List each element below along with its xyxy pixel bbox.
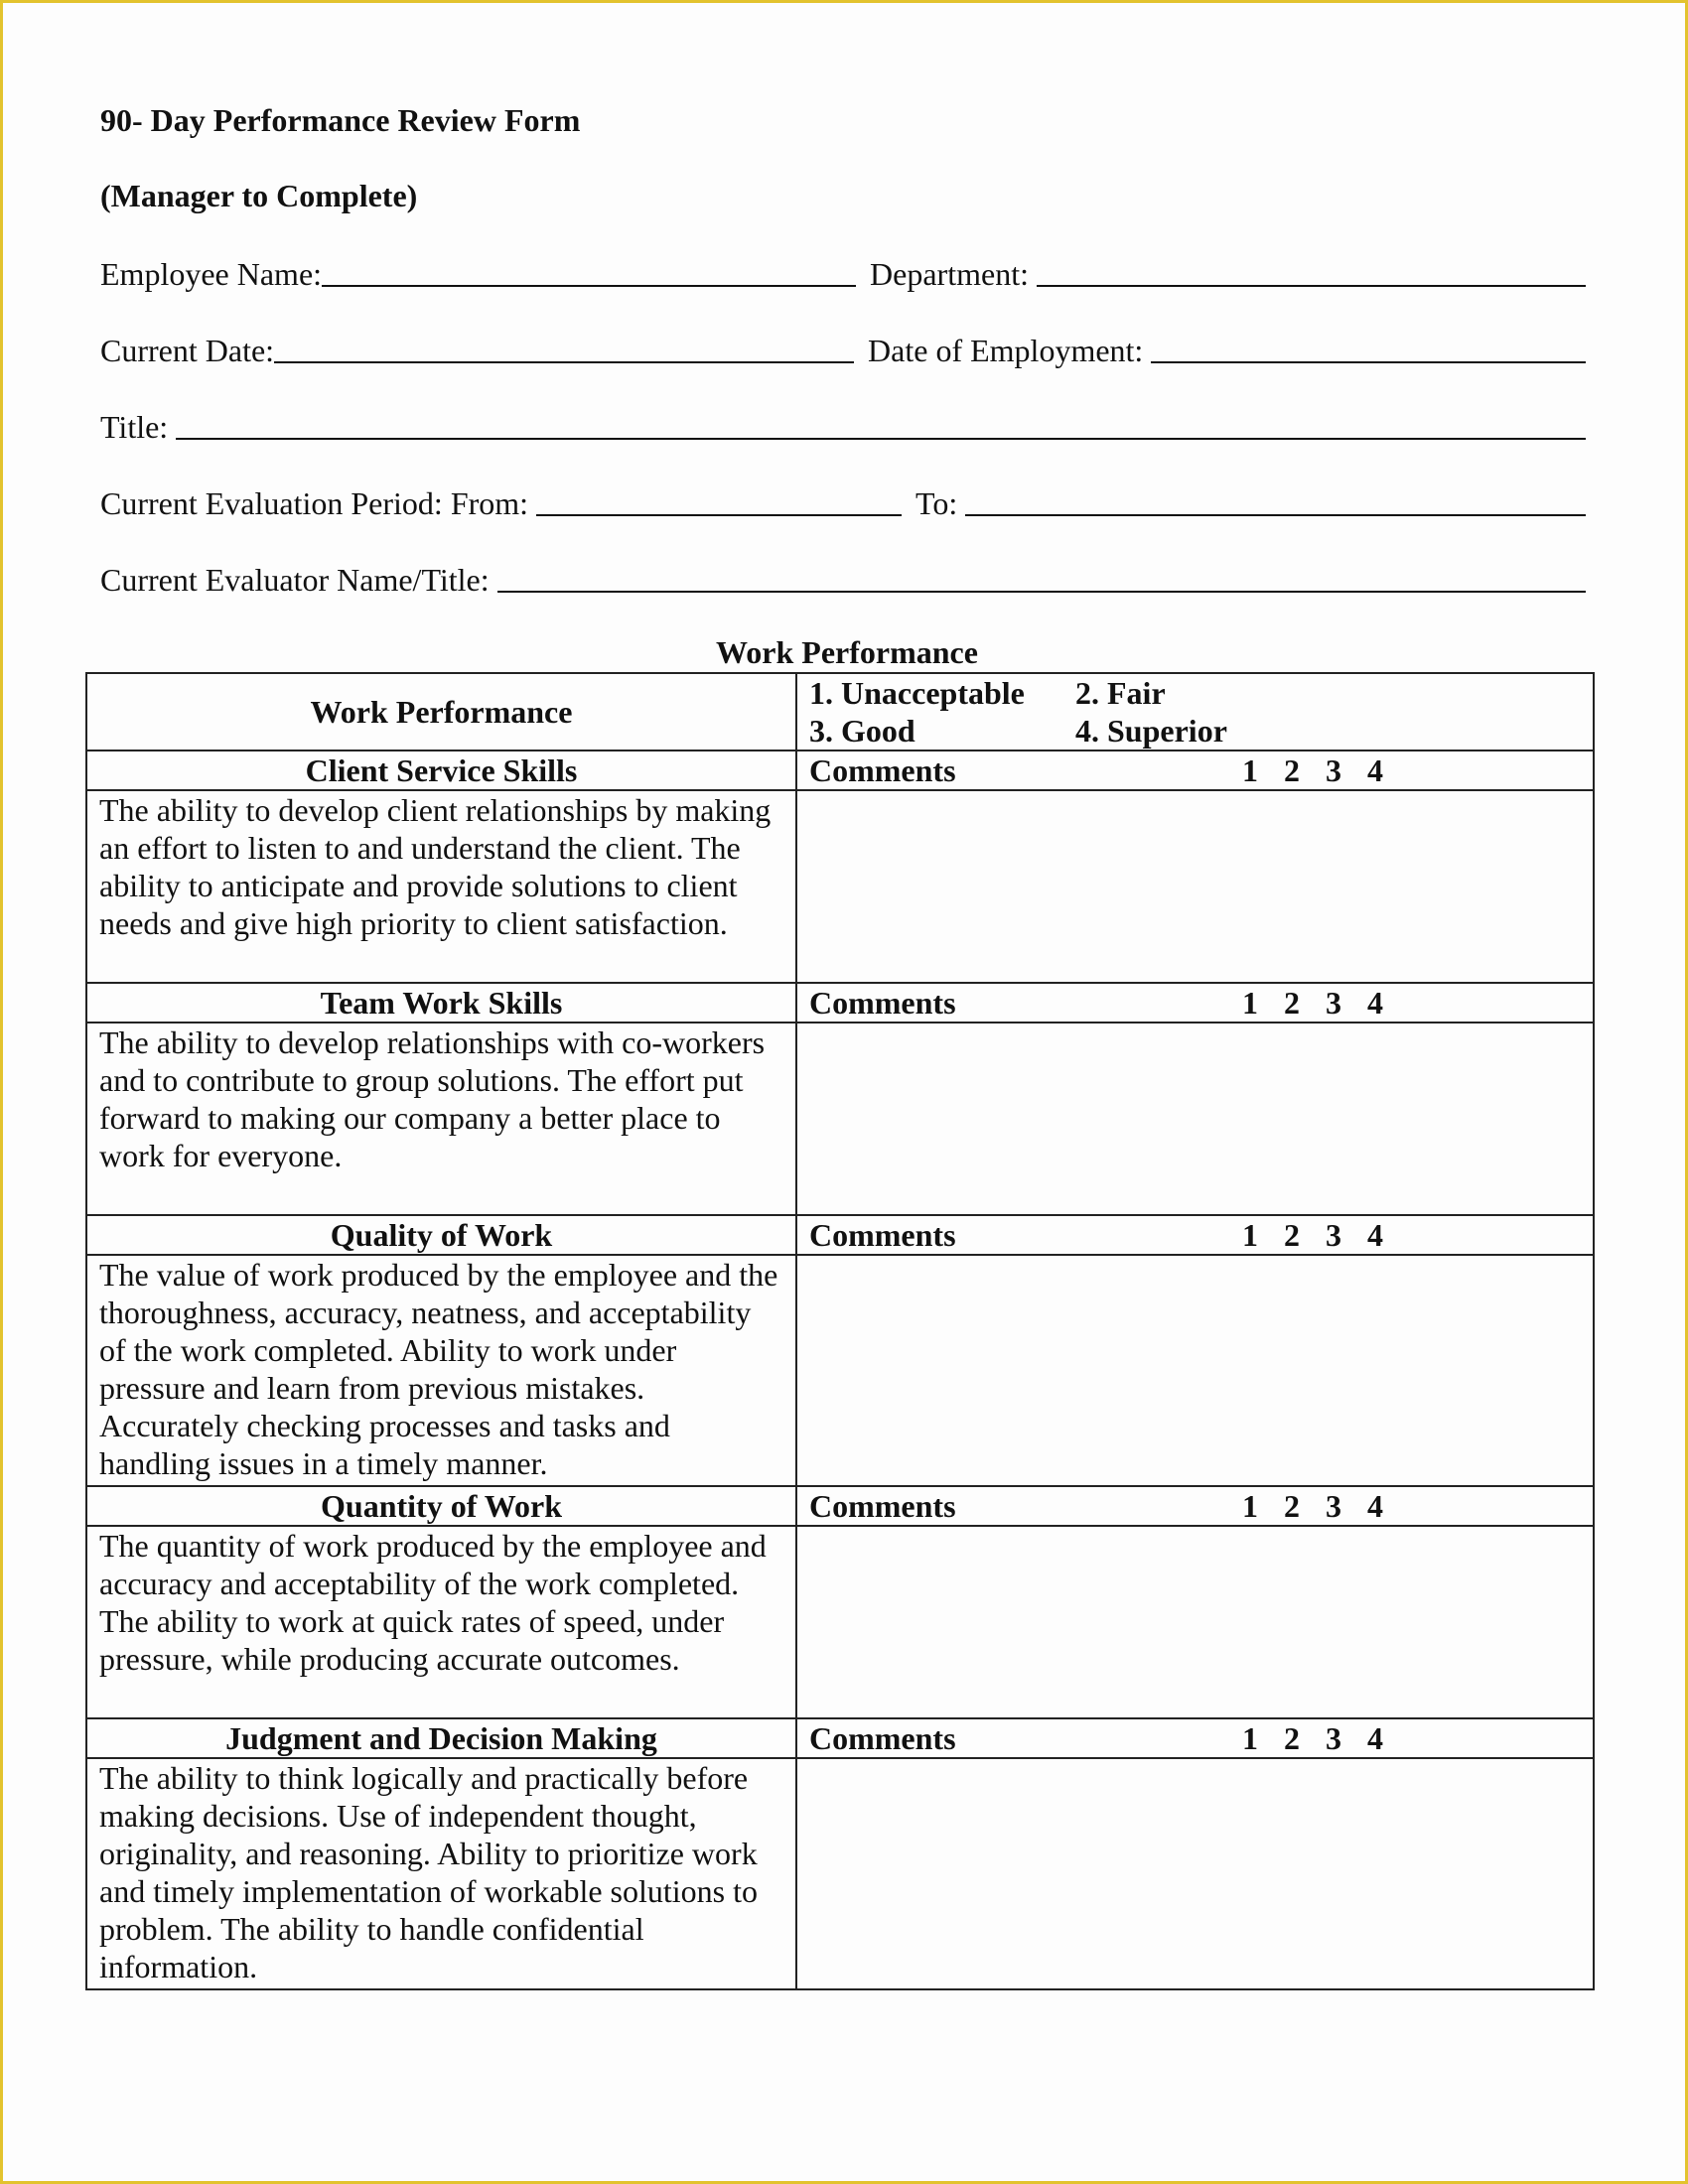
section-judgment-decision [86,1718,1594,1989]
eval-period-to-field[interactable] [965,510,1586,516]
section-quality-of-work [86,1215,1594,1486]
rating-4[interactable]: 4 [1367,985,1383,1021]
comments-label: Comments [809,985,956,1021]
scale-3: 3. Good [809,713,915,749]
rating-3[interactable]: 3 [1326,985,1341,1021]
comments-field[interactable] [796,790,1594,983]
comments-header [796,751,1594,790]
section-title: Team Work Skills [86,983,796,1023]
rating-1[interactable]: 1 [1242,752,1258,788]
field-row-employee [100,251,1586,293]
rating-1[interactable]: 1 [1242,1217,1258,1253]
field-row-title [100,404,1586,446]
comments-label: Comments [809,1488,956,1524]
rating-options [1242,1216,1409,1254]
field-row-evaluator [100,557,1586,599]
eval-period-to-label: To: [915,485,958,521]
evaluator-label: Current Evaluator Name/Title: [100,562,490,598]
department-field[interactable] [1037,281,1586,287]
section-description: The ability to develop client relationships by making an effort to listen to and understand the client. The ability to anticipate and provide solutions to client needs and give high priority to client satisfaction. [86,790,796,983]
work-performance-caption: Work Performance [716,634,978,670]
field-row-dates [100,328,1586,369]
scale-1: 1. Unacceptable [809,675,1025,711]
rating-2[interactable]: 2 [1284,985,1300,1021]
rating-2[interactable]: 2 [1284,1488,1300,1524]
employee-name-field[interactable] [322,281,856,287]
work-performance-table [85,672,1595,1990]
comments-label: Comments [809,752,956,788]
rating-4[interactable]: 4 [1367,752,1383,788]
date-of-employment-label: Date of Employment: [868,333,1144,368]
comments-header [796,1718,1594,1758]
rating-1[interactable]: 1 [1242,1720,1258,1756]
date-of-employment-field[interactable] [1151,357,1586,363]
section-description: The ability to develop relationships with co-workers and to contribute to group solutions. The effort put forward to making our company a better place to work for everyone. [86,1023,796,1215]
form-subtitle: (Manager to Complete) [100,178,418,213]
section-quantity-of-work [86,1486,1594,1718]
scale-4: 4. Superior [1075,713,1227,749]
comments-field[interactable] [796,1255,1594,1486]
rating-options [1242,1719,1409,1757]
form-title: 90- Day Performance Review Form [100,102,581,138]
comments-header [796,1215,1594,1255]
evaluator-field[interactable] [497,587,1586,593]
rating-3[interactable]: 3 [1326,1720,1341,1756]
section-title: Quantity of Work [86,1486,796,1526]
comments-label: Comments [809,1217,956,1253]
comments-field[interactable] [796,1526,1594,1718]
section-description: The value of work produced by the employee and the thoroughness, accuracy, neatness, and acceptability of the work completed. Ability to work under pressure and learn from previous mistakes. Accurately checking processes and tasks and handling issues in a timely manner. [86,1255,796,1486]
rating-1[interactable]: 1 [1242,985,1258,1021]
rating-options [1242,1487,1409,1525]
section-title: Judgment and Decision Making [86,1718,796,1758]
section-title: Client Service Skills [86,751,796,790]
table-header-row [86,673,1594,751]
department-label: Department: [870,256,1029,292]
rating-4[interactable]: 4 [1367,1217,1383,1253]
title-label: Title: [100,409,169,445]
field-row-eval-period [100,480,1586,522]
current-date-field[interactable] [274,357,854,363]
rating-options [1242,984,1409,1022]
rating-3[interactable]: 3 [1326,752,1341,788]
comments-field[interactable] [796,1758,1594,1989]
section-title: Quality of Work [86,1215,796,1255]
section-client-service [86,751,1594,983]
rating-1[interactable]: 1 [1242,1488,1258,1524]
rating-2[interactable]: 2 [1284,752,1300,788]
section-description: The ability to think logically and practically before making decisions. Use of independent thought, originality, and reasoning. Ability to prioritize work and timely implementation of workable solutions to problem. The ability to handle confidential information. [86,1758,796,1989]
comments-label: Comments [809,1720,956,1756]
rating-options [1242,751,1409,789]
section-description: The quantity of work produced by the employee and accuracy and acceptability of the work completed. The ability to work at quick rates of speed, under pressure, while producing accurate outcomes. [86,1526,796,1718]
current-date-label: Current Date: [100,333,275,368]
scale-2: 2. Fair [1075,675,1166,711]
rating-2[interactable]: 2 [1284,1217,1300,1253]
eval-period-from-field[interactable] [536,510,902,516]
rating-3[interactable]: 3 [1326,1217,1341,1253]
comments-field[interactable] [796,1023,1594,1215]
section-team-work [86,983,1594,1215]
eval-period-from-label: Current Evaluation Period: From: [100,485,529,521]
title-field[interactable] [176,434,1586,440]
comments-header [796,1486,1594,1526]
rating-2[interactable]: 2 [1284,1720,1300,1756]
rating-scale-legend [796,673,1594,751]
table-header-left: Work Performance [86,673,796,751]
rating-4[interactable]: 4 [1367,1720,1383,1756]
rating-3[interactable]: 3 [1326,1488,1341,1524]
rating-4[interactable]: 4 [1367,1488,1383,1524]
comments-header [796,983,1594,1023]
employee-name-label: Employee Name: [100,256,323,292]
